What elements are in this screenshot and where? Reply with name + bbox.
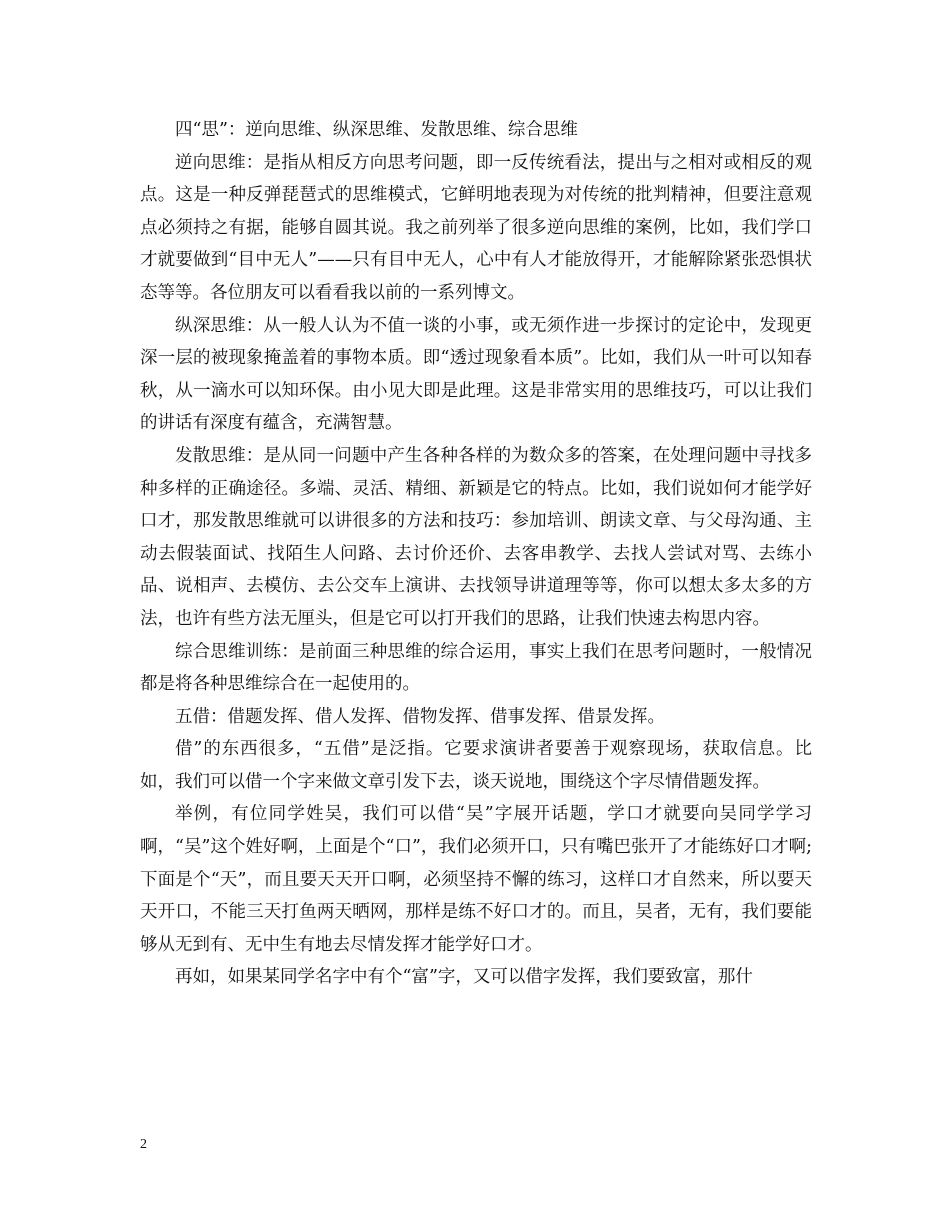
page-number: 2 (140, 1137, 147, 1152)
paragraph-example-wu: 举例，有位同学姓吴，我们可以借“吴”字展开话题，学口才就要向吴同学学习啊，“吴”这个姓好啊，上面是个“口”，我们必须开口，只有嘴巴张开了才能练好口才啊;下面是个“天”，而且要天天开口啊，必须坚持不懈的练习，这样口才自然来，所以要天天开口，不能三天打鱼两天晒网，那样是练不好口才的。而且，吴者，无有，我们要能够从无到有、无中生有地去尽情发挥才能学好口才。 (140, 804, 812, 955)
document-body (140, 114, 812, 994)
paragraph-divergent-thinking: 发散思维：是从同一问题中产生各种各样的为数众多的答案，在处理问题中寻找多种多样的正确途径。多端、灵活、精细、新颖是它的特点。比如，我们说如何才能学好口才，那发散思维就可以讲很多的方法和技巧：参加培训、朗读文章、与父母沟通、主动去假装面试、找陌生人问路、去讨价还价、去客串教学、去找人尝试对骂、去练小品、说相声、去模仿、去公交车上演讲、去找领导讲道理等等，你可以想太多太多的方法，也许有些方法无厘头，但是它可以打开我们的思路，让我们快速去构思内容。 (140, 445, 812, 629)
paragraph-reverse-thinking: 逆向思维：是指从相反方向思考问题，即一反传统看法，提出与之相对或相反的观点。这是一种反弹琵琶式的思维模式，它鲜明地表现为对传统的批判精神，但要注意观点必须持之有据，能够自圆其说。我之前列举了很多逆向思维的案例，比如，我们学口才就要做到“目中无人”——只有目中无人，心中有人才能放得开，才能解除紧张恐惧状态等等。各位朋友可以看看我以前的一系列博文。 (140, 152, 812, 303)
section-heading-five-borrowings: 五借：借题发挥、借人发挥、借物发挥、借事发挥、借景发挥。 (175, 706, 665, 727)
paragraph-depth-thinking: 纵深思维：从一般人认为不值一谈的小事，或无须作进一步探讨的定论中，发现更深一层的被现象掩盖着的事物本质。即“透过现象看本质”。比如，我们从一叶可以知春秋，从一滴水可以知环保。由小见大即是此理。这是非常实用的思维技巧，可以让我们的讲话有深度有蕴含，充满智慧。 (140, 315, 812, 434)
section-heading-four-thoughts: 四“思”：逆向思维、纵深思维、发散思维、综合思维 (175, 120, 578, 140)
paragraph-comprehensive-thinking: 综合思维训练：是前面三种思维的综合运用，事实上我们在思考问题时，一般情况都是将各种思维综合在一起使用的。 (140, 641, 812, 695)
paragraph-borrowing-intro: 借”的东西很多，“五借”是泛指。它要求演讲者要善于观察现场，获取信息。比如，我们可以借一个字来做文章引发下去，谈天说地，围绕这个字尽情借题发挥。 (140, 739, 812, 792)
paragraph-example-fu: 再如，如果某同学名字中有个“富”字，又可以借字发挥，我们要致富，那什 (175, 967, 753, 988)
